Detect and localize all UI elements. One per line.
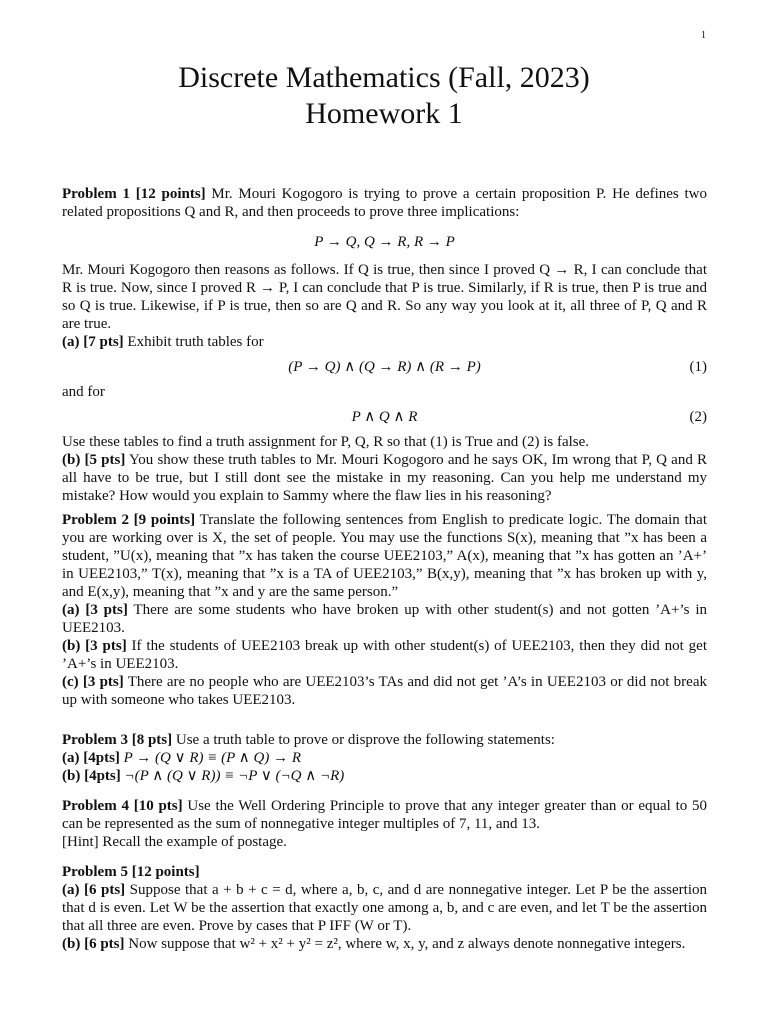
- problem-2-part-c: [62, 673, 707, 709]
- problem-1-heading: Problem 1 [12 points]: [62, 186, 206, 202]
- problem-2: [62, 511, 707, 709]
- document-title: [0, 60, 768, 132]
- problem-1-part-b-text: You show these truth tables to Mr. Mouri Kogogoro and he says OK, Im wrong that P, Q and R all have to be true, but I still dont see the mistake in my reasoning. Can you help me understand my mistake? How would you explain to Sammy where the flaw lies in his reasoning?: [62, 452, 707, 504]
- problem-5-part-b-text: Now suppose that w² + x² + y² = z², where w, x, y, and z always denote nonnegative integers.: [124, 936, 686, 952]
- problem-2-part-b-text: If the students of UEE2103 break up with other student(s) of UEE2103, then they did not get ’A+’s in UEE2103.: [62, 638, 707, 672]
- problem-5-part-a-text: Suppose that a + b + c = d, where a, b, c, and d are nonnegative integer. Let P be the assertion that d is even. Let W be the assertion that exactly one among a, b, and c are even, and let T be the assertion that all three are even. Prove by cases that P IFF (W or T).: [62, 882, 708, 934]
- problem-2-intro-text: Translate the following sentences from English to predicate logic. The domain that you are working over is X, the set of people. You may use the functions S(x), meaning that ”x has been a student, ”U(x), meaning that ”x has taken the course UEE2103,” A(x), meaning that ”x has gotten an ’A+’ in UEE2103,” T(x), meaning that ”x is a TA of UEE2103,” B(x,y), meaning that ”x has broken up with y, and E(x,y), meaning that ”x and y are the same person.”: [62, 512, 707, 600]
- problem-1-reasoning: Mr. Mouri Kogogoro then reasons as follows. If Q is true, then since I proved Q → R, I can conclude that R is true. Now, since I proved R → P, I can conclude that P is true. Similarly, if R is true, then P is true and so Q is true. Likewise, if P is true, then so are Q and R. So any way you look at it, all three of P, Q and R are true.: [62, 262, 707, 332]
- problem-4-intro: [62, 797, 707, 833]
- problem-3-intro-text: Use a truth table to prove or disprove the following statements:: [172, 732, 555, 748]
- problem-3-heading: Problem 3 [8 pts]: [62, 732, 173, 748]
- equation-2-number: (2): [689, 409, 707, 425]
- problem-3: [62, 731, 707, 785]
- problem-2-part-b: [62, 637, 707, 673]
- problem-1-implications: P → Q, Q → R, R → P: [314, 234, 455, 250]
- problem-2-part-c-text: There are no people who are UEE2103’s TAs and did not get ’A’s in UEE2103 or did not break up with someone who takes UEE2103.: [62, 674, 707, 708]
- problem-1-part-b-label: (b) [5 pts]: [62, 452, 126, 468]
- problem-3-part-b-text: ¬(P ∧ (Q ∨ R)) ≡ ¬P ∨ (¬Q ∧ ¬R): [120, 768, 345, 784]
- equation-2: [62, 408, 707, 426]
- problem-1-use-tables: Use these tables to find a truth assignment for P, Q, R so that (1) is True and (2) is false.: [62, 434, 590, 450]
- problem-3-part-a: [62, 749, 707, 767]
- equation-2-body: P ∧ Q ∧ R: [351, 409, 418, 425]
- document-body: [62, 185, 707, 953]
- problem-3-part-a-text: P → (Q ∨ R) ≡ (P ∧ Q) → R: [119, 750, 301, 766]
- problem-2-part-b-label: (b) [3 pts]: [62, 638, 127, 654]
- problem-5-heading-line: [62, 863, 707, 881]
- problem-3-intro: [62, 731, 707, 749]
- problem-5-part-b: [62, 935, 707, 953]
- problem-2-intro: [62, 511, 707, 601]
- problem-1-part-a-label: (a) [7 pts]: [62, 334, 124, 350]
- page-number: 1: [701, 30, 706, 41]
- problem-2-part-a: [62, 601, 707, 637]
- problem-4: [62, 797, 707, 851]
- problem-4-hint: [Hint] Recall the example of postage.: [62, 834, 287, 850]
- problem-1-intro-text: Mr. Mouri Kogogoro is trying to prove a certain proposition P. He defines two related propositions Q and R, and then proceeds to prove three implications:: [62, 186, 707, 220]
- problem-1-and-for: and for: [62, 384, 105, 400]
- equation-1-body: (P → Q) ∧ (Q → R) ∧ (R → P): [288, 359, 481, 375]
- equation-1: [62, 358, 707, 376]
- problem-2-part-a-text: There are some students who have broken up with other student(s) and not gotten ’A+’s in UEE2103.: [62, 602, 707, 636]
- problem-5-part-b-label: (b) [6 pts]: [62, 936, 125, 952]
- problem-3-part-b: [62, 767, 707, 785]
- problem-5: [62, 863, 707, 953]
- problem-2-heading: Problem 2 [9 points]: [62, 512, 196, 528]
- problem-3-part-a-label: (a) [4pts]: [62, 750, 120, 766]
- problem-5-part-a: [62, 881, 707, 935]
- problem-1-part-b: [62, 451, 707, 505]
- problem-2-part-c-label: (c) [3 pts]: [62, 674, 124, 690]
- problem-3-part-b-label: (b) [4pts]: [62, 768, 121, 784]
- title-line-2: Homework 1: [305, 97, 463, 130]
- problem-4-heading: Problem 4 [10 pts]: [62, 798, 183, 814]
- equation-1-number: (1): [689, 359, 707, 375]
- problem-1-part-a-text: Exhibit truth tables for: [123, 334, 264, 350]
- problem-1-part-a: [62, 333, 707, 351]
- problem-1: [62, 185, 707, 505]
- title-line-1: Discrete Mathematics (Fall, 2023): [178, 61, 590, 94]
- problem-1-intro: [62, 185, 707, 221]
- problem-5-heading: Problem 5 [12 points]: [62, 864, 200, 880]
- problem-2-part-a-label: (a) [3 pts]: [62, 602, 128, 618]
- problem-4-intro-text: Use the Well Ordering Principle to prove that any integer greater than or equal to 50 can be represented as the sum of nonnegative integer multiples of 7, 11, and 13.: [62, 798, 707, 832]
- problem-5-part-a-label: (a) [6 pts]: [62, 882, 126, 898]
